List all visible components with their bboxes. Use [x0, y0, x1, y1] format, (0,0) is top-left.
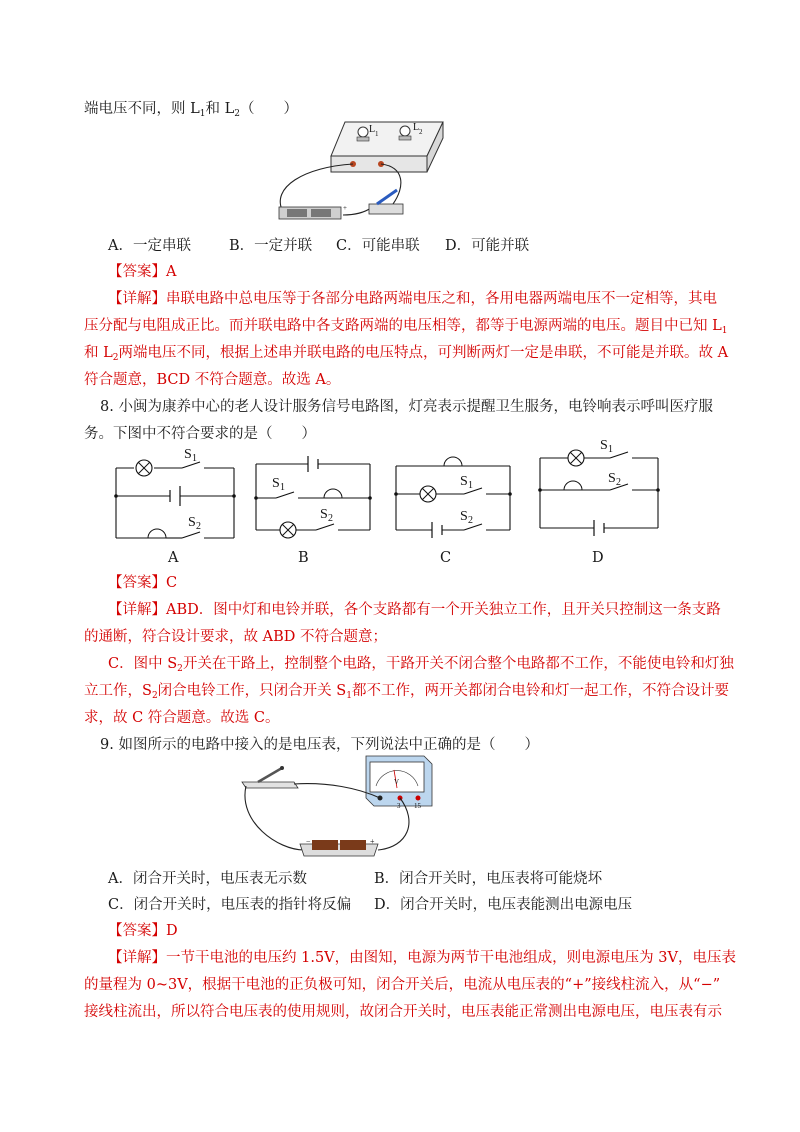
q8-label-a: A — [168, 550, 179, 566]
svg-text:1: 1 — [468, 480, 473, 491]
svg-text:S: S — [608, 471, 616, 486]
svg-text:S: S — [600, 438, 608, 453]
svg-text:2: 2 — [196, 521, 201, 532]
svg-text:S: S — [320, 507, 328, 522]
q8-answer: 【答案】C — [108, 575, 178, 591]
q7-option-c: C．可能串联 — [336, 238, 420, 254]
q8-a-s2-label: S — [188, 515, 196, 530]
q7-detail-line-2: 压分配与电阻成正比。而并联电路中各支路两端的电压相等，都等于电源两端的电压。题目中已知 $L_1$ — [84, 318, 728, 336]
q8-label-d: D — [592, 550, 604, 566]
svg-text:+: + — [343, 204, 347, 212]
q8-a-s1-label: S — [184, 447, 192, 462]
q9-option-a: A．闭合开关时，电压表无示数 — [108, 871, 307, 887]
q8-label-b: B — [298, 550, 309, 566]
q7-answer: 【答案】A — [108, 264, 177, 280]
q8-diagram-b — [252, 452, 374, 544]
q8-stem-line-1: 8. 小闽为康养中心的老人设计服务信号电路图，灯亮表示提醒卫生服务，电铃响表示呼叫医疗服 — [100, 399, 713, 415]
q9-detail-line-3: 接线柱流出，所以符合电压表的使用规则，故闭合开关时，电压表能正常测出电源电压，电压表有示 — [84, 1004, 722, 1020]
q7-detail-line-4: 符合题意，BCD 不符合题意。故选 A。 — [84, 372, 341, 388]
q8-detail-line-4: 立工作，$S_2$闭合电铃工作，只闭合开关 $S_1$都不工作，两开关都闭合电铃和灯一起工作，不符合设计要 — [84, 683, 729, 701]
svg-text:2: 2 — [468, 515, 473, 526]
q8-diagram-a — [112, 447, 238, 542]
q8-detail-line-3: C．图中 $S_2$开关在干路上，控制整个电路，干路开关不闭合整个电路都不工作，不能使电铃和灯独 — [108, 656, 734, 674]
q9-option-b: B．闭合开关时，电压表将可能烧坏 — [374, 871, 603, 887]
q9-detail-line-1: 【详解】一节干电池的电压约 1.5V，由图知，电源为两节干电池组成，则电源电压为 3V，电压表 — [108, 950, 736, 966]
svg-text:2: 2 — [328, 513, 333, 524]
q8-diagram-d — [536, 438, 662, 538]
q8-detail-line-5: 求，故 C 符合题意。故选 C。 — [84, 710, 280, 726]
meter-label-3: 3 — [397, 802, 401, 810]
q7-option-d: D．可能并联 — [445, 238, 530, 254]
svg-text:1: 1 — [192, 453, 197, 464]
q7-options: A．一定串联 — [108, 238, 191, 254]
q8-label-c: C — [440, 550, 452, 566]
q7-option-b: B．一定并联 — [229, 238, 313, 254]
meter-label-15: 15 — [414, 802, 421, 810]
q9-option-d: D．闭合开关时，电压表能测出电源电压 — [374, 897, 633, 913]
svg-text:1: 1 — [608, 444, 613, 455]
svg-text:S: S — [460, 474, 468, 489]
q8-detail-line-1: 【详解】ABD．图中灯和电铃并联，各个支路都有一个开关独立工作，且开关只控制这一条支路 — [108, 602, 721, 618]
q9-circuit-figure — [238, 752, 438, 864]
q7-detail-line-3: 和 $L_2$两端电压不同，根据上述串并联电路的电压特点，可判断两灯一定是串联，不可能是并联。故 A — [84, 345, 729, 363]
svg-text:1: 1 — [280, 482, 285, 493]
svg-text:1: 1 — [375, 130, 379, 138]
q7-circuit-figure — [265, 112, 445, 230]
svg-text:−: − — [306, 837, 311, 846]
svg-text:+: + — [370, 837, 375, 846]
q8-detail-line-2: 的通断，符合设计要求，故 ABD 不符合题意； — [84, 629, 387, 645]
svg-text:S: S — [272, 476, 280, 491]
q7-detail-line-1: 【详解】串联电路中总电压等于各部分电路两端电压之和，各用电器两端电压不一定相等，其电 — [108, 291, 717, 307]
q9-answer: 【答案】D — [108, 923, 178, 939]
svg-text:2: 2 — [419, 128, 423, 136]
svg-text:2: 2 — [616, 477, 621, 488]
svg-text:V: V — [394, 778, 400, 786]
q9-option-c: C．闭合开关时，电压表的指针将反偏 — [108, 897, 352, 913]
svg-text:L: L — [413, 122, 420, 133]
q7-stem: 端电压不同，则 $L_1$和 $L_2$（ ） — [84, 101, 298, 119]
svg-text:S: S — [460, 509, 468, 524]
q9-detail-line-2: 的量程为 0~3V，根据干电池的正负极可知，闭合开关后，电流从电压表的“+”接线柱流入，从“−” — [84, 977, 721, 993]
svg-text:L: L — [369, 124, 376, 135]
q8-stem-line-2: 务。下图中不符合要求的是（ ） — [84, 426, 316, 442]
q9-stem: 9. 如图所示的电路中接入的是电压表，下列说法中正确的是（ ） — [100, 737, 539, 753]
q8-diagram-c — [392, 450, 514, 542]
